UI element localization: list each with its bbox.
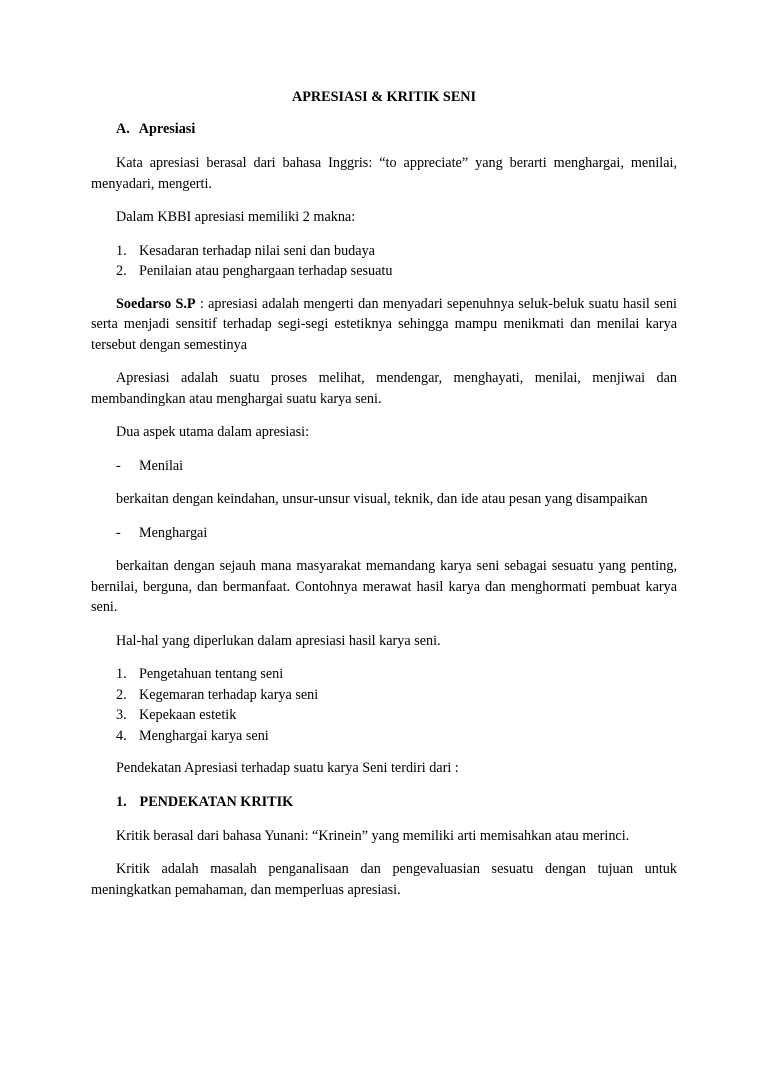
list-item xyxy=(116,705,677,726)
list-item-text: Menghargai karya seni xyxy=(139,727,269,744)
aspect-menilai xyxy=(91,456,677,477)
list-item-number: 1. xyxy=(116,242,127,259)
list-item xyxy=(116,261,677,282)
requirements-list xyxy=(91,664,677,746)
paragraph-process: Apresiasi adalah suatu proses melihat, mendengar, menghayati, menilai, menjiwai dan membandingkan atau menghargai suatu karya seni. xyxy=(91,370,677,407)
paragraph-soedarso-text: : apresiasi adalah mengerti dan menyadari sepenuhnya seluk-beluk suatu hasil seni serta menjadi sensitif terhadap segi-segi estetiknya sehingga mampu menikmati dan menilai karya tersebut dengan semestinya xyxy=(91,295,677,353)
list-item xyxy=(116,664,677,685)
aspect-label: Menghargai xyxy=(139,524,208,541)
paragraph-menilai: berkaitan dengan keindahan, unsur-unsur visual, teknik, dan ide atau pesan yang disampaikan xyxy=(116,491,648,507)
paragraph-kbbi: Dalam KBBI apresiasi memiliki 2 makna: xyxy=(116,209,356,225)
aspect-label: Menilai xyxy=(139,457,184,474)
list-item-text: Pengetahuan tentang seni xyxy=(139,666,284,682)
list-item-text: Kegemaran terhadap karya seni xyxy=(139,686,319,703)
author-name: Soedarso S.P xyxy=(116,295,196,312)
dash-marker: - xyxy=(116,524,121,541)
list-item-number: 1. xyxy=(116,666,127,682)
paragraph-two-aspects: Dua aspek utama dalam apresiasi: xyxy=(116,424,310,440)
kbbi-meaning-list xyxy=(91,241,677,282)
dash-marker: - xyxy=(116,457,121,474)
list-item-text: Kepekaan estetik xyxy=(139,707,237,723)
document-title: APRESIASI & KRITIK SENI xyxy=(291,89,477,105)
paragraph-requirements: Hal-hal yang diperlukan dalam apresiasi hasil karya seni. xyxy=(116,632,441,649)
section-1-number: 1. xyxy=(116,793,127,810)
list-item xyxy=(116,241,677,262)
section-a-number: A. xyxy=(116,121,130,137)
section-a-label: Apresiasi xyxy=(138,121,196,137)
paragraph-menghargai: berkaitan dengan sejauh mana masyarakat memandang karya seni sebagai sesuatu yang penting, bernilai, berguna, dan bermanfaat. Contohnya merawat hasil karya dan menghormati pembuat karya seni. xyxy=(91,558,677,615)
list-item-number: 2. xyxy=(116,686,127,703)
list-item-number: 3. xyxy=(116,707,127,723)
list-item-text: Kesadaran terhadap nilai seni dan budaya xyxy=(139,242,375,259)
paragraph-definition: Kata apresiasi berasal dari bahasa Inggris: “to appreciate” yang berarti menghargai, menilai, menyadari, mengerti. xyxy=(91,155,677,192)
paragraph-kritik-origin: Kritik berasal dari bahasa Yunani: “Krinein” yang memiliki arti memisahkan atau merinci. xyxy=(116,827,630,844)
section-a-heading xyxy=(91,119,677,139)
paragraph-soedarso xyxy=(91,294,677,356)
list-item-number: 4. xyxy=(116,727,127,744)
section-1-heading xyxy=(91,792,677,812)
list-item xyxy=(116,685,677,706)
paragraph-approaches: Pendekatan Apresiasi terhadap suatu karya Seni terdiri dari : xyxy=(116,760,459,776)
paragraph-kritik-definition: Kritik adalah masalah penganalisaan dan pengevaluasian sesuatu dengan tujuan untuk meningkatkan pemahaman, dan memperluas apresiasi. xyxy=(91,861,677,898)
section-1-label: PENDEKATAN KRITIK xyxy=(139,793,294,810)
aspect-menghargai xyxy=(91,523,677,544)
list-item xyxy=(116,726,677,747)
list-item-number: 2. xyxy=(116,263,127,279)
list-item-text: Penilaian atau penghargaan terhadap sesuatu xyxy=(139,263,393,279)
